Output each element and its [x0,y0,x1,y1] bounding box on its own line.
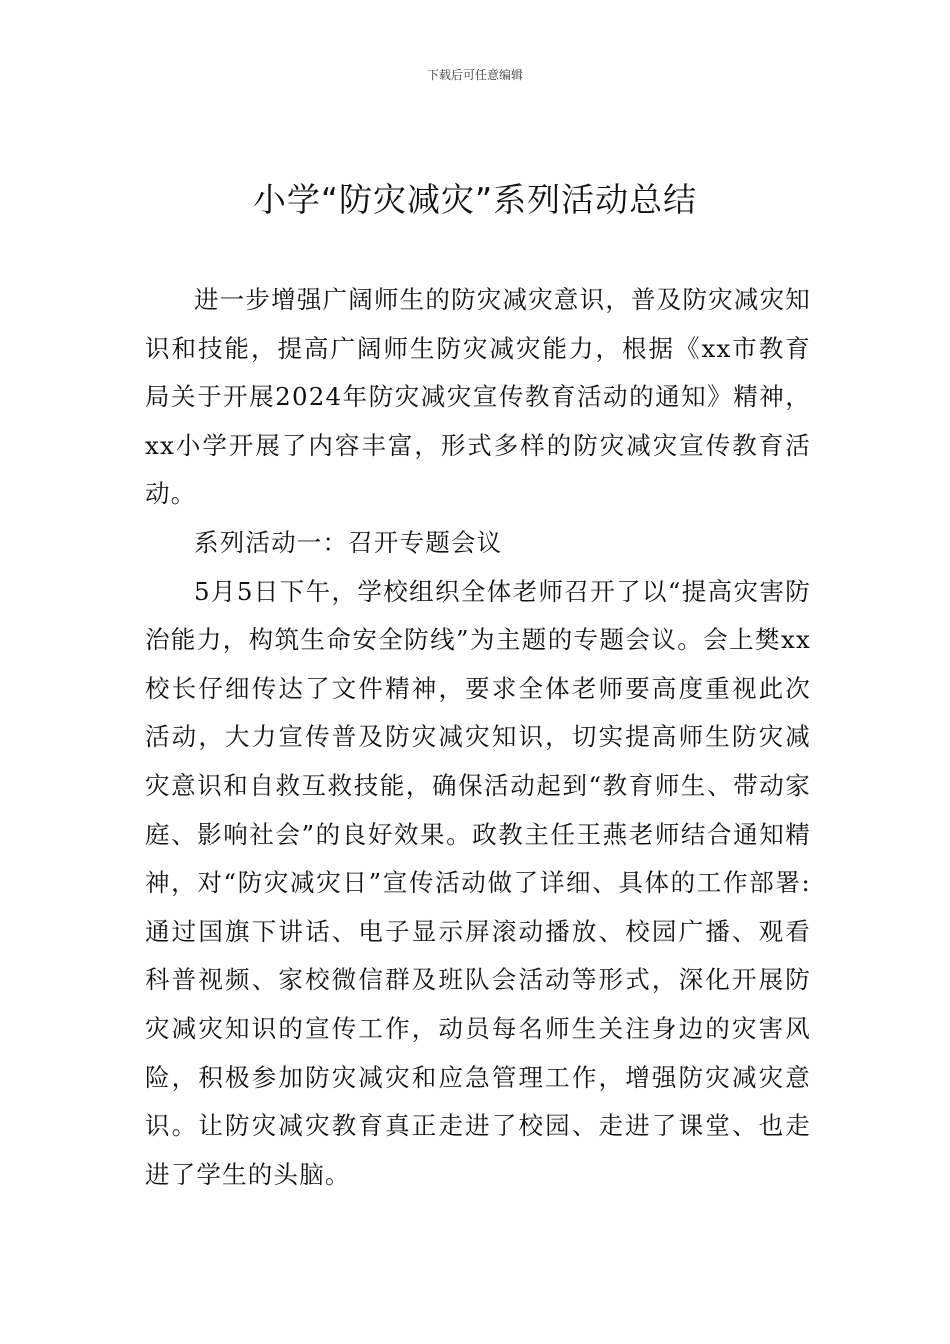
paragraph-intro: 进一步增强广阔师生的防灾减灾意识，普及防灾减灾知识和技能，提高广阔师生防灾减灾能力，根据《xx市教育局关于开展2024年防灾减灾宣传教育活动的通知》精神，xx小学开展了内容丰富，形式多样的防灾减灾宣传教育活动。 [145,285,811,509]
document-body [145,276,811,1199]
header-note: 下载后可任意编辑 [426,68,523,82]
section-heading-activity-one: 系列活动一：召开专题会议 [194,527,503,557]
paragraph-meeting: 5月5日下午，学校组织全体老师召开了以“提高灾害防治能力，构筑生命安全防线”为主题的专题会议。会上樊xx校长仔细传达了文件精神，要求全体老师要高度重视此次活动，大力宣传普及防灾减灾知识，切实提高师生防灾减灾意识和自救互救技能，确保活动起到“教育师生、带动家庭、影响社会”的良好效果。政教主任王燕老师结合通知精神，对“防灾减灾日”宣传活动做了详细、具体的工作部署:通过国旗下讲话、电子显示屏滚动播放、校园广播、观看科普视频、家校微信群及班队会活动等形式，深化开展防灾减灾知识的宣传工作，动员每名师生关注身边的灾害风险，积极参加防灾减灾和应急管理工作，增强防灾减灾意识。让防灾减灾教育真正走进了校园、走进了课堂、也走进了学生的头脑。 [145,576,811,1189]
document-title: 小学“防灾减灾”系列活动总结 [252,180,698,219]
